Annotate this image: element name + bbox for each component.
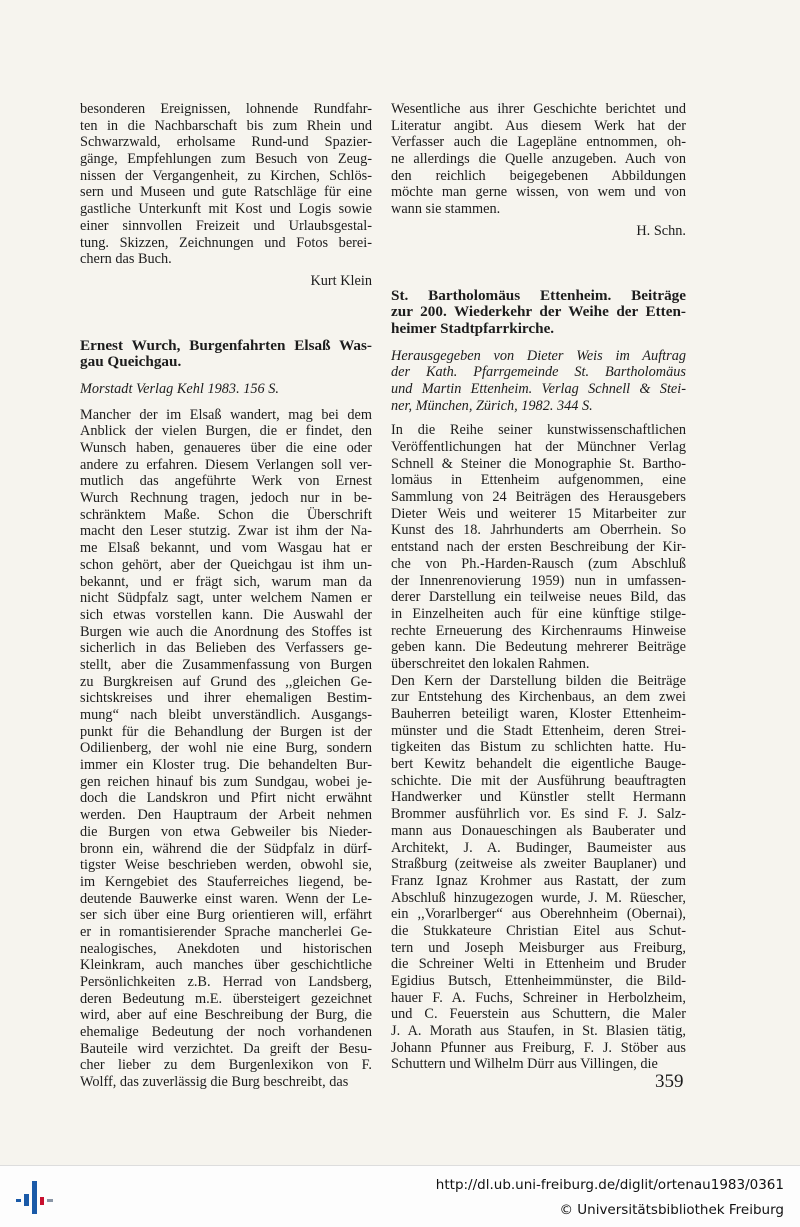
text-line: Schwarzwald, erholsame Rund-und Spazier- [80,134,372,151]
text-line: geben kann. Die Bedeutung mehrerer Beiträge [391,639,686,656]
text-line: im Kerngebiet des Stauferreiches liegend, be- [80,873,372,890]
text-line: chern das Buch. [80,251,172,268]
review-bartholomaeus-text [391,422,686,672]
text-line: bert Kewitz behandelt die eigentliche Bauge- [391,756,686,773]
text-line: entstand nach der ersten Beschreibung der Kir- [391,539,686,556]
text-line: deren Bedeutung m.E. übersteigert gezeichnet [80,990,372,1007]
text-line: Anblick der vielen Burgen, die er findet, den [80,423,372,440]
text-line: che von Ph.-Harden-Rausch (zum Abschluß [391,555,686,572]
text-line: ehemalige Bedeutung der noch vorhandenen [80,1024,372,1041]
text-line: die Stukkateure Christian Eitel aus Schut- [391,922,686,939]
text-line: ner, München, Zürich, 1982. 344 S. [391,397,593,414]
text-line: Mancher der im Elsaß wandert, mag bei dem [80,406,372,423]
text-line: Persönlichkeiten z.B. Herrad von Landsberg, [80,974,372,990]
text-line: werden. Den Hauptraum der Arbeit nehmen [80,807,372,824]
text-line: gänge, Empfehlungen zum Besuch von Zeug- [80,151,372,168]
text-line: münster und die Stadt Ettenheim, deren Strei- [391,722,686,739]
text-line: macht den Leser stutzig. Zwar ist ihm der Na- [80,523,372,540]
text-line: gastliche Unterkunft mit Kost und Logis sowie [80,201,372,218]
text-line: gau Queichgau. [80,354,182,371]
text-line: mutlich das angeführte Werk von Ernest [80,473,372,490]
text-line: und C. Feuerstein aus Schuttern, die Maler [391,1006,686,1023]
text-line: die Schreiner Welti in Ettenheim und Bruder [391,956,686,973]
review-kurt-klein-text [80,101,372,268]
text-line: Architekt, J. A. Budinger, Baumeister aus [391,839,686,856]
text-line: Wurch Rechnung tragen, jedoch nur in be- [80,490,372,507]
text-line: und Martin Ettenheim. Verlag Schnell & Stei- [391,380,686,397]
text-line: Kunst des 18. Jahrhunderts am Oberrhein. So [391,522,686,539]
text-line: der Kath. Pfarrgemeinde St. Bartholomäus [391,364,686,381]
text-line: J. A. Morath aus Staufen, in St. Blasien tätig, [391,1023,686,1040]
text-line: Schnell & Steiner die Monographie St. Bartho- [391,455,686,472]
text-line: Johann Pfunner aus Freiburg, F. J. Stöber aus [391,1039,686,1056]
text-line: Brommer ausführlich vor. Es sind F. J. Salz- [391,806,686,823]
text-line: immer ein Kloster trug. Die behandelten Bur- [80,757,372,774]
text-line: sern und Museen und gute Ratschläge für eine [80,184,372,201]
text-line: heimer Stadtpfarrkirche. [391,320,555,337]
text-line: Kleinkram, auch manches über geschichtliche [80,957,372,974]
text-line: tung. Skizzen, Zeichnungen und Fotos berei- [80,234,372,251]
text-line: überschreitet den lokalen Rahmen. [391,655,590,672]
review-continuation-text [391,101,686,218]
text-line: rechte Erneuerung des Kirchenraums Hinweise [391,622,686,639]
text-line: Wesentliche aus ihrer Geschichte berichtet und [391,101,686,117]
ub-freiburg-logo-icon [15,1177,55,1217]
text-line: Burgen wie auch die Anordnung des Stoffes ist [80,623,372,640]
source-url-link[interactable]: http://dl.ub.uni-freiburg.de/diglit/ortenau1983/0361 [435,1177,784,1193]
text-line: Handwerker und Künstler stellt Hermann [391,789,686,806]
text-line: die Burgen von etwa Gebweiler bis Nieder- [80,823,372,840]
text-line: derer Darstellung ein teilweise neues Bild, das [391,589,686,606]
text-line: ser sich über eine Burg orientieren will, erfährt [80,907,372,924]
reviewer-signature: Kurt Klein [310,272,372,289]
text-line: besonderen Ereignissen, lohnende Rundfahr- [80,101,372,117]
text-line: schon gehört, aber der Queichgau ist ihm un- [80,556,372,573]
text-line: ne allerdings die Quelle anzugeben. Auch von [391,151,686,168]
text-line: In die Reihe seiner kunstwissenschaftlichen [391,422,686,439]
reviewer-signature: H. Schn. [636,222,686,239]
text-line: wann sie stammen. [391,201,501,218]
page-number: 359 [655,1071,684,1092]
text-line: nissen der Vergangenheit, zu Kirchen, Schlös- [80,167,372,184]
text-line: ten in die Nachbarschaft bis zum Rhein und [80,117,372,134]
text-line: sicherlich in das Belieben des Verfassers ge- [80,640,372,657]
text-line: mung“ nach bleibt unverständlich. Ausgangs- [80,707,372,723]
text-line: in Einzelheiten auch für eine künftige stilge- [391,605,686,622]
text-line: ein ,,Vorarlberger“ aus Oberehnheim (Obernai), [391,906,686,923]
text-line: möchte man gerne wissen, von wem und von [391,184,686,201]
text-line: nicht Südpfalz sagt, unter welchem Namen er [80,590,372,607]
text-line: Straßburg (zeitweise als zweiter Bauplaner) und [391,856,686,873]
text-line: bronn ein, während die der Südpfalz in dürf- [80,840,372,857]
text-line: Abschluß hinzugezogen wurde, J. M. Rüescher, [391,889,686,906]
text-line: tigkeiten das Bistum zu schlichten hatte. Hu- [391,739,686,756]
text-line: sichtskreises und ihrer ehemaligen Bestim- [80,690,372,707]
text-line: lomäus in Ettenheim aufgenommen, eine [391,472,686,489]
review-publisher: Morstadt Verlag Kehl 1983. 156 S. [80,380,279,397]
text-line: nealogisches, Anekdoten und historischen [80,940,372,957]
review-title-bartholomaeus [391,288,686,338]
text-line: hauer F. A. Fuchs, Schreiner in Herbolzheim, [391,989,686,1006]
text-line: zur 200. Wiederkehr der Weihe der Etten- [391,304,686,321]
text-line: Verfasser auch die Lagepläne entnommen, oh- [391,134,686,151]
text-line: einer sinnvollen Freizeit und Urlaubsgestal- [80,217,372,234]
text-line: der Innenrenovierung 1959) nun in umfassen- [391,572,686,589]
text-line: St. Bartholomäus Ettenheim. Beiträge [391,287,686,304]
text-line: doch die Landskron und Pfirt nicht erwähnt [80,790,372,807]
text-line: Egidius Butsch, Ettenheimmünster, die Bild- [391,973,686,989]
text-line: Wolff, das zuverlässig die Burg beschreibt, das [80,1074,349,1091]
text-line: wird, aber auf eine Beschreibung der Burg, die [80,1007,372,1024]
text-line: er in romantisierender Sprache mancherlei Ge- [80,923,372,940]
text-line: me Elsaß bekannt, und vom Wasgau hat er [80,540,372,557]
text-line: tern und Joseph Meisburger aus Freiburg, [391,939,686,956]
text-line: deutende Bauwerke einst waren. Wenn der Le- [80,890,372,907]
text-line: den reichlich beigegebenen Abbildungen [391,167,686,184]
text-line: punkt für die Behandlung der Burgen ist der [80,723,372,740]
text-line: bekannt, und er frägt sich, warum man da [80,573,372,590]
text-line: stellt, aber die Zusammenfassung von Burgen [80,656,372,673]
text-line: schichte. Die mit der Ausführung beauftragten [391,772,686,789]
text-line: cher lieber zu dem Burgenlexikon von F. [80,1057,372,1074]
text-line: Veröffentlichungen hat der Münchner Verlag [391,439,686,455]
text-line: Sammlung von 24 Beiträgen des Herausgebers [391,489,686,506]
text-line: mann aus Donaueschingen als Bauberater und [391,822,686,839]
review-publisher-bartholomaeus [391,348,686,415]
review-burgenfahrten-text [80,407,372,1091]
review-bartholomaeus-text-continued [391,673,686,1074]
text-line: Bauherren beteiligt waren, Kloster Ettenheim- [391,706,686,722]
text-line: zur Entstehung des Kirchenbaus, an dem zwei [391,689,686,706]
left-column [80,101,372,1091]
text-line: Den Kern der Darstellung bilden die Beiträge [391,672,686,689]
text-line: sich etwas vorstellen kann. Die Auswahl der [80,606,372,623]
text-line: tigster Weise beschrieben werden, obwohl sie, [80,857,372,874]
digital-library-footer [0,1165,800,1227]
text-line: Herausgegeben von Dieter Weis im Auftrag [391,347,686,364]
text-line: schränktem Maße. Schon die Überschrift [80,506,372,523]
review-title-burgenfahrten [80,338,372,371]
text-line: gen reichen hinauf bis zum Sundgau, wobei je- [80,773,372,790]
copyright-text: © Universitätsbibliothek Freiburg [559,1202,784,1218]
text-line: Wunsch haben, genaueres über die eine oder [80,440,372,456]
text-line: andere zu erfahren. Diesem Verlangen soll ver- [80,456,372,473]
text-line: Odilienberg, der wohl nie eine Burg, sondern [80,740,372,757]
text-line: Bauteile wird verzichtet. Da greift der Besu- [80,1040,372,1057]
text-line: Ernest Wurch, Burgenfahrten Elsaß Was- [80,337,372,354]
text-line: Franz Ignaz Krohmer aus Rastatt, der zum [391,872,686,889]
text-line: Dieter Weis und weiterer 15 Mitarbeiter zur [391,505,686,522]
right-column [391,101,686,1073]
text-line: zu Burgkreisen auf Grund des ,,gleichen Ge- [80,673,372,690]
text-line: Schuttern und Wilhelm Dürr aus Villingen, die [391,1056,658,1073]
text-line: Literatur angibt. Aus diesem Werk hat der [391,117,686,134]
